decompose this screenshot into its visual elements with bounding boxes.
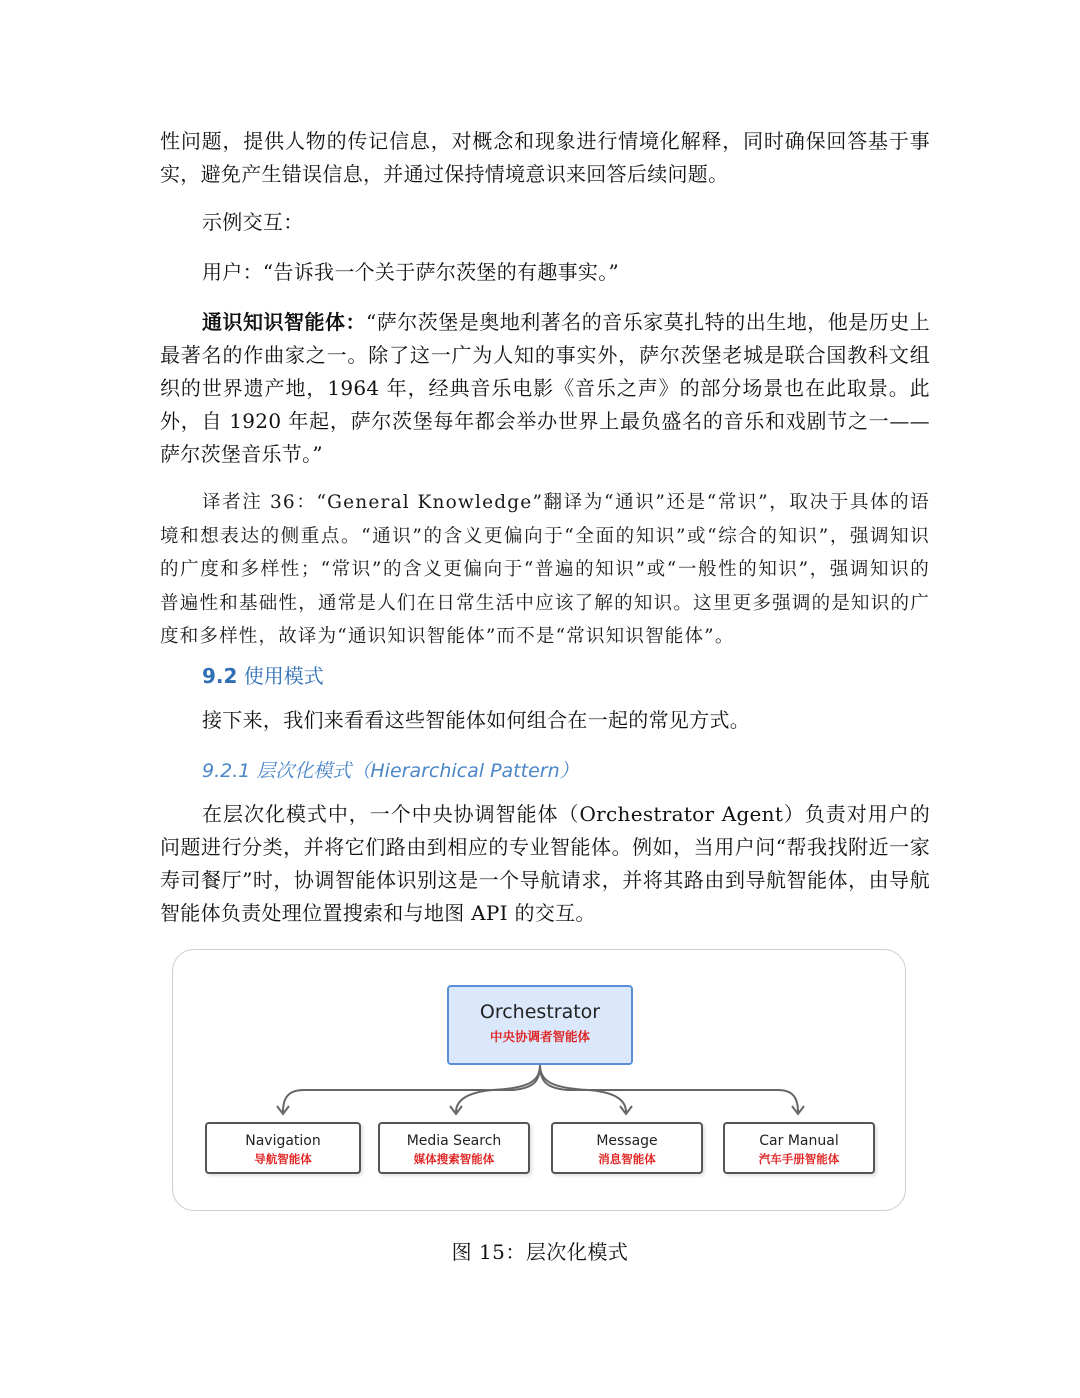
section-number: 9.2 [202,664,238,688]
translator-note: 译者注 36：“General Knowledge”翻译为“通识”还是“常识”，取决于具体的语境和想表达的侧重点。“通识”的含义更偏向于“全面的知识”或“综合的知识”，强调知识的广度和多样性；“常识”的含义更偏向于“普遍的知识”或“一般性的知识”，强调知识的普遍性和基础性，通常是人们在日常生活中应该了解的知识。这里更多强调的是知识的广度和多样性，故译为“通识知识智能体”而不是“常识知识智能体”。 [160,492,930,647]
message-label-zh: 消息智能体 [598,1152,656,1166]
navigation-box [205,1122,361,1174]
navigation-label: Navigation [245,1133,321,1149]
media-search-label: Media Search [406,1133,502,1149]
navigation-label-zh: 导航智能体 [254,1152,312,1166]
message-label: Message [596,1133,658,1149]
hierarchy-diagram [172,949,906,1211]
orchestrator-label-zh: 中央协调者智能体 [489,1029,590,1044]
media-search-box [378,1122,530,1174]
section-heading [202,660,324,689]
car-manual-label: Car Manual [759,1133,839,1149]
car-manual-label-zh: 汽车手册智能体 [758,1152,840,1166]
paragraph-continuation: 性问题，提供人物的传记信息，对概念和现象进行情境化解释，同时确保回答基于事实，避免产生错误信息，并通过保持情境意识来回答后续问题。 [160,129,930,186]
connector-media-search [456,1065,540,1112]
media-search-label-zh: 媒体搜索智能体 [413,1152,495,1166]
agent-reply-paragraph [160,306,930,471]
agent-reply: “萨尔茨堡是奥地利著名的音乐家莫扎特的出生地，他是历史上最著名的作曲家之一。除了这一广为人知的事实外，萨尔茨堡老城是联合国教科文组织的世界遗产地，1964 年，经典音乐电影《音乐之声》的部分场景也在此取景。此外，自 1920 年起，萨尔茨堡每年都会举办世界上最负盛名的音乐和戏剧节之一——萨尔茨堡音乐节。” [160,310,930,466]
section-title: 使用模式 [237,664,324,688]
car-manual-box [723,1122,875,1174]
orchestrator-label: Orchestrator [479,1001,601,1023]
subsection-body: 在层次化模式中，一个中央协调智能体（Orchestrator Agent）负责对用户的问题进行分类，并将它们路由到相应的专业智能体。例如，当用户问“帮我找附近一家寿司餐厅”时，协调智能体识别这是一个导航请求，并将其路由到导航智能体，由导航智能体负责处理位置搜索和与地图 API 的交互。 [160,802,930,925]
section-intro: 接下来，我们来看看这些智能体如何组合在一起的常见方式。 [202,708,751,732]
orchestrator-box [447,985,633,1065]
agent-label: 通识知识智能体： [202,310,366,334]
message-box [551,1122,703,1174]
user-line: 用户：“告诉我一个关于萨尔茨堡的有趣事实。” [202,260,620,284]
connector-message [540,1065,626,1112]
example-label: 示例交互： [202,210,304,234]
figure-caption: 图 15：层次化模式 [451,1240,629,1264]
subsection-heading: 9.2.1 层次化模式（Hierarchical Pattern） [202,760,579,782]
